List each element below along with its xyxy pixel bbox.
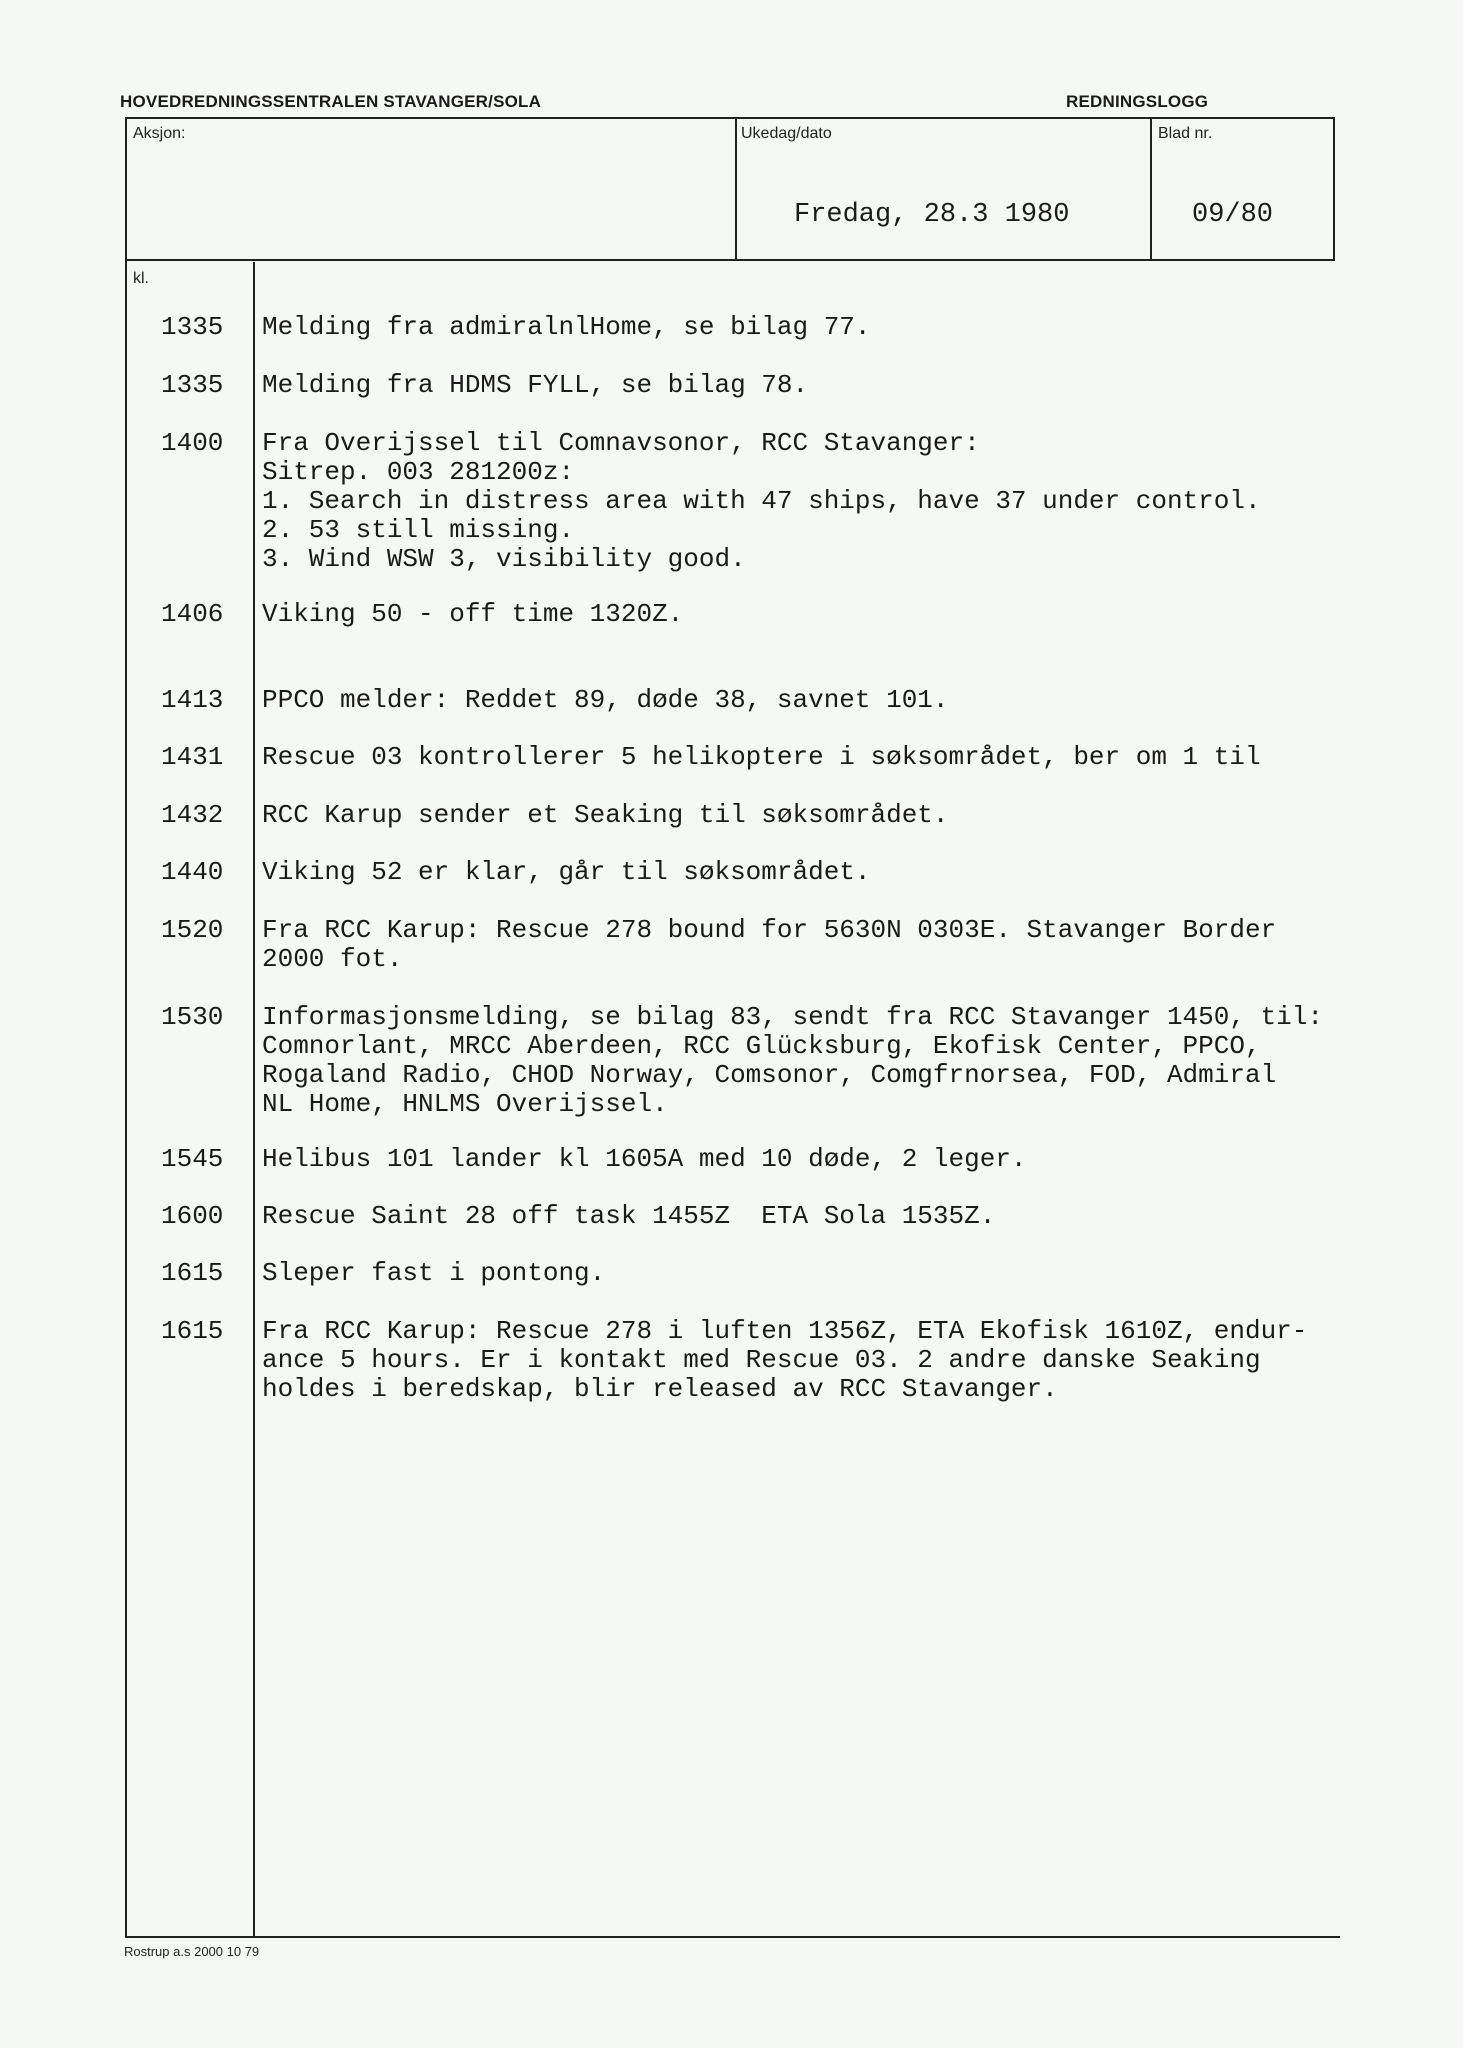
header-divider-2 bbox=[1150, 117, 1152, 261]
entry-text-line: holdes i beredskap, blir released av RCC Stavanger. bbox=[262, 1374, 1058, 1404]
entry-text-line: Melding fra HDMS FYLL, se bilag 78. bbox=[262, 370, 809, 400]
entry-text bbox=[262, 1003, 1323, 1119]
entry-time: 1406 bbox=[161, 599, 224, 629]
entry-time: 1335 bbox=[161, 370, 224, 400]
header-box-right-border bbox=[1333, 117, 1335, 261]
entry-text-line: 3. Wind WSW 3, visibility good. bbox=[262, 544, 746, 574]
time-column-label: kl. bbox=[133, 270, 149, 287]
entry-text bbox=[262, 429, 1261, 574]
header-divider-1 bbox=[735, 117, 737, 261]
entry-text-line: 2. 53 still missing. bbox=[262, 515, 575, 545]
entry-text bbox=[262, 686, 949, 715]
entry-text-line: Sleper fast i pontong. bbox=[262, 1258, 606, 1288]
entry-text bbox=[262, 1317, 1307, 1404]
entry-text-line: Comnorlant, MRCC Aberdeen, RCC Glücksburg, Ekofisk Center, PPCO, bbox=[262, 1031, 1261, 1061]
entry-text bbox=[262, 1259, 605, 1288]
entry-text-line: 2000 fot. bbox=[262, 944, 403, 974]
organization-title: HOVEDREDNINGSSENTRALEN STAVANGER/SOLA bbox=[120, 92, 542, 111]
date-value: Fredag, 28.3 1980 bbox=[794, 200, 1070, 230]
entry-text bbox=[262, 313, 871, 342]
entry-text-line: RCC Karup sender et Seaking til søksområdet. bbox=[262, 800, 949, 830]
form-title: REDNINGSLOGG bbox=[1066, 92, 1209, 111]
entry-time: 1431 bbox=[161, 742, 224, 772]
entry-text-line: NL Home, HNLMS Overijssel. bbox=[262, 1089, 668, 1119]
entry-time: 1335 bbox=[161, 312, 224, 342]
entry-time: 1432 bbox=[161, 800, 224, 830]
header-box bbox=[125, 117, 1335, 261]
time-column-divider bbox=[253, 262, 255, 1936]
entry-text-line: Rescue Saint 28 off task 1455Z ETA Sola 1535Z. bbox=[262, 1201, 996, 1231]
entry-text bbox=[262, 371, 808, 400]
entry-text-line: ance 5 hours. Er i kontakt med Rescue 03. 2 andre danske Seaking bbox=[262, 1345, 1261, 1375]
entry-text-line: Fra Overijssel til Comnavsonor, RCC Stavanger: bbox=[262, 428, 980, 458]
entry-text-line: Viking 50 - off time 1320Z. bbox=[262, 599, 684, 629]
blad-label: Blad nr. bbox=[1158, 125, 1213, 142]
entry-text bbox=[262, 743, 1261, 772]
entry-time: 1615 bbox=[161, 1316, 224, 1346]
entry-time: 1545 bbox=[161, 1144, 224, 1174]
entry-time: 1600 bbox=[161, 1201, 224, 1231]
entry-text bbox=[262, 1145, 1027, 1174]
entry-text-line: Sitrep. 003 281200z: bbox=[262, 457, 575, 487]
entry-time: 1615 bbox=[161, 1258, 224, 1288]
entry-text-line: 1. Search in distress area with 47 ships, have 37 under control. bbox=[262, 486, 1261, 516]
entry-text-line: Informasjonsmelding, se bilag 83, sendt fra RCC Stavanger 1450, til: bbox=[262, 1002, 1323, 1032]
printer-footer: Rostrup a.s 2000 10 79 bbox=[124, 1944, 260, 1959]
log-bottom-border bbox=[125, 1936, 1340, 1938]
entry-text-line: Fra RCC Karup: Rescue 278 bound for 5630N 0303E. Stavanger Border bbox=[262, 915, 1277, 945]
entry-text bbox=[262, 858, 871, 887]
entry-time: 1440 bbox=[161, 857, 224, 887]
entry-text-line: Rescue 03 kontrollerer 5 helikoptere i søksområdet, ber om 1 til bbox=[262, 742, 1261, 772]
entry-time: 1520 bbox=[161, 915, 224, 945]
entry-text-line: Viking 52 er klar, går til søksområdet. bbox=[262, 857, 871, 887]
aksjon-label: Aksjon: bbox=[133, 125, 186, 142]
entry-text bbox=[262, 916, 1276, 974]
entry-time: 1530 bbox=[161, 1002, 224, 1032]
entry-text bbox=[262, 1202, 995, 1231]
entry-text-line: PPCO melder: Reddet 89, døde 38, savnet 101. bbox=[262, 685, 949, 715]
entry-text-line: Rogaland Radio, CHOD Norway, Comsonor, Comgfrnorsea, FOD, Admiral bbox=[262, 1060, 1277, 1090]
entry-time: 1400 bbox=[161, 428, 224, 458]
entry-text bbox=[262, 600, 683, 629]
entry-text bbox=[262, 801, 949, 830]
entry-time: 1413 bbox=[161, 685, 224, 715]
sheet-number-value: 09/80 bbox=[1192, 200, 1274, 230]
entry-text-line: Melding fra admiralnlHome, se bilag 77. bbox=[262, 312, 871, 342]
entry-text-line: Helibus 101 lander kl 1605A med 10 døde, 2 leger. bbox=[262, 1144, 1027, 1174]
ukedag-label: Ukedag/dato bbox=[741, 125, 832, 142]
entry-text-line: Fra RCC Karup: Rescue 278 i luften 1356Z, ETA Ekofisk 1610Z, endur- bbox=[262, 1316, 1308, 1346]
